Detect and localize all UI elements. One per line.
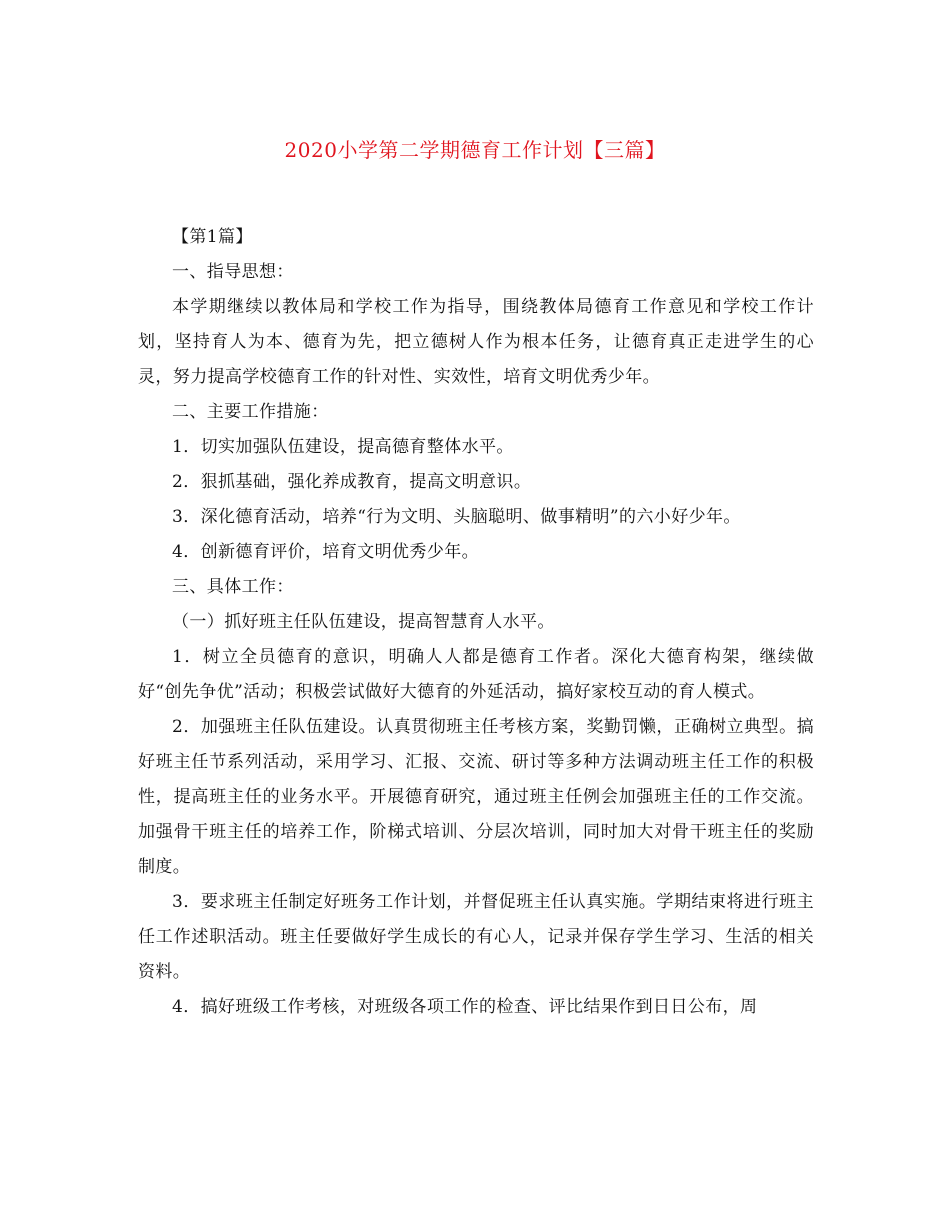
section-heading: 【第1篇】: [172, 227, 253, 247]
document-title: 2020小学第二学期德育工作计划【三篇】: [284, 138, 666, 162]
paragraph: 1．树立全员德育的意识，明确人人都是德育工作者。深化大德育构架，继续做好“创先争优”活动；积极尝试做好大德育的外延活动，搞好家校互动的育人模式。: [138, 647, 814, 702]
heading-guiding-thought: 一、指导思想：: [172, 262, 294, 282]
list-item: 4．创新德育评价，培育文明优秀少年。: [172, 542, 480, 562]
list-item: 3．深化德育活动，培养“行为文明、头脑聪明、做事精明”的六小好少年。: [172, 507, 741, 527]
paragraph: 本学期继续以教体局和学校工作为指导，围绕教体局德育工作意见和学校工作计划，坚持育人为本、德育为先，把立德树人作为根本任务，让德育真正走进学生的心灵，努力提高学校德育工作的针对性、实效性，培育文明优秀少年。: [138, 297, 814, 387]
document-body: [138, 220, 814, 1025]
paragraph: 3．要求班主任制定好班务工作计划，并督促班主任认真实施。学期结束将进行班主任工作述职活动。班主任要做好学生成长的有心人，记录并保存学生学习、生活的相关资料。: [138, 892, 814, 982]
heading-main-measures: 二、主要工作措施：: [172, 402, 329, 422]
subheading: （一）抓好班主任队伍建设，提高智慧育人水平。: [172, 612, 555, 632]
paragraph: 2．加强班主任队伍建设。认真贯彻班主任考核方案，奖勤罚懒，正确树立典型。搞好班主任节系列活动，采用学习、汇报、交流、研讨等多种方法调动班主任工作的积极性，提高班主任的业务水平。开展德育研究，通过班主任例会加强班主任的工作交流。加强骨干班主任的培养工作，阶梯式培训、分层次培训，同时加大对骨干班主任的奖励制度。: [138, 717, 814, 877]
list-item: 2．狠抓基础，强化养成教育，提高文明意识。: [172, 472, 532, 492]
paragraph: 4．搞好班级工作考核，对班级各项工作的检查、评比结果作到日日公布，周: [172, 997, 758, 1017]
heading-specific-work: 三、具体工作：: [172, 577, 294, 597]
list-item: 1．切实加强队伍建设，提高德育整体水平。: [172, 437, 514, 457]
